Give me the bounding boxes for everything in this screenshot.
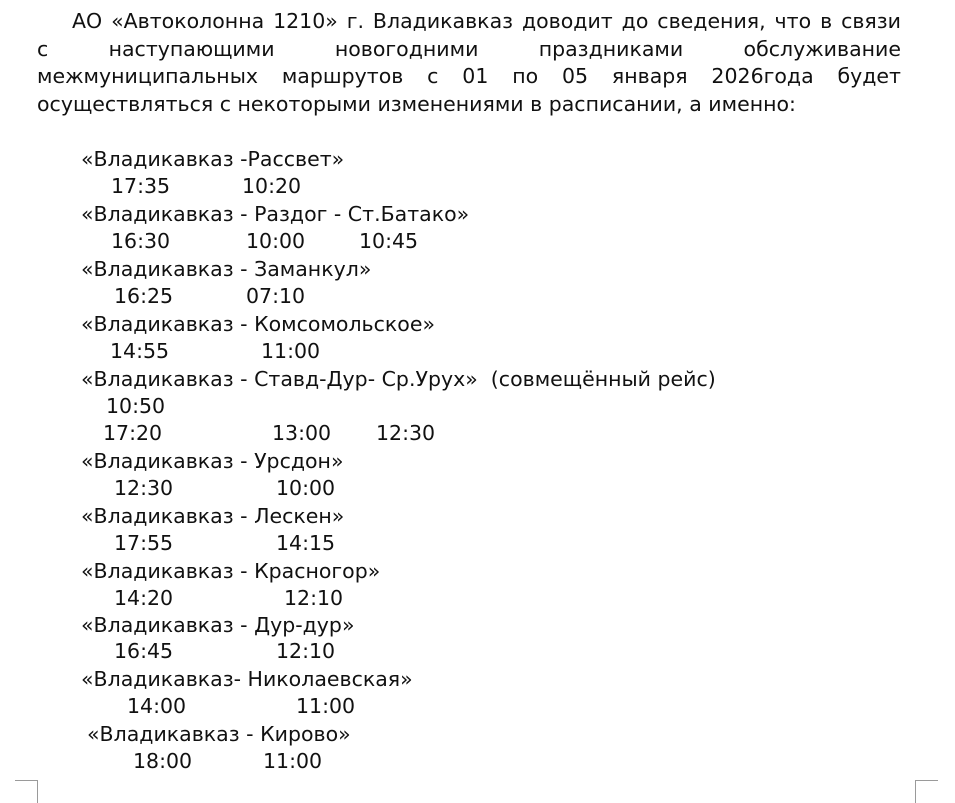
departure-time: 10:00 <box>276 476 336 500</box>
route-name: «Владикавказ - Красногор» <box>81 559 381 583</box>
departure-time: 11:00 <box>261 339 321 363</box>
departure-time: 12:10 <box>284 586 344 610</box>
departure-time: 17:35 <box>111 174 171 198</box>
departure-time: 10:50 <box>106 394 166 418</box>
departure-time: 12:30 <box>376 421 436 445</box>
route-name: «Владикавказ - Лескен» <box>81 504 345 528</box>
departure-time: 12:30 <box>114 476 174 500</box>
route-name: «Владикавказ -Рассвет» <box>81 147 345 171</box>
route-name: «Владикавказ - Комсомольское» <box>81 312 435 336</box>
intro-line: с наступающими новогодними праздниками обслуживание <box>37 36 901 61</box>
departure-time: 11:00 <box>296 694 356 718</box>
route-name: «Владикавказ - Заманкул» <box>81 257 372 281</box>
departure-time: 14:15 <box>276 531 336 555</box>
departure-time: 14:20 <box>114 586 174 610</box>
route-name: «Владикавказ- Николаевская» <box>81 667 413 691</box>
departure-time: 14:00 <box>127 694 187 718</box>
route-name: «Владикавказ - Ставд-Дур- Ср.Урух» (совмещённый рейс) <box>81 367 716 391</box>
route-name: «Владикавказ - Урсдон» <box>81 449 344 473</box>
route-name: «Владикавказ - Раздог - Ст.Батако» <box>81 202 470 226</box>
departure-time: 07:10 <box>246 284 306 308</box>
departure-time: 13:00 <box>272 421 332 445</box>
route-name: «Владикавказ - Кирово» <box>87 722 351 746</box>
departure-time: 16:25 <box>114 284 174 308</box>
departure-time: 10:20 <box>242 174 302 198</box>
intro-line: АО «Автоколонна 1210» г. Владикавказ доводит до сведения, что в связи <box>72 9 901 33</box>
route-name: «Владикавказ - Дур-дур» <box>81 613 355 637</box>
departure-time: 10:45 <box>359 229 419 253</box>
intro-line: осуществляться с некоторыми изменениями в расписании, а именно: <box>37 91 796 116</box>
intro-paragraph <box>37 8 901 118</box>
departure-time: 16:45 <box>114 639 174 663</box>
departure-time: 14:55 <box>110 339 170 363</box>
departure-time: 11:00 <box>263 749 323 773</box>
departure-time: 16:30 <box>111 229 171 253</box>
departure-time: 12:10 <box>276 639 336 663</box>
intro-line: межмуниципальных маршрутов с 01 по 05 января 2026года будет <box>37 64 901 88</box>
departure-time: 17:20 <box>103 421 163 445</box>
departure-time: 17:55 <box>114 531 174 555</box>
departure-time: 18:00 <box>133 749 193 773</box>
departure-time: 10:00 <box>246 229 306 253</box>
